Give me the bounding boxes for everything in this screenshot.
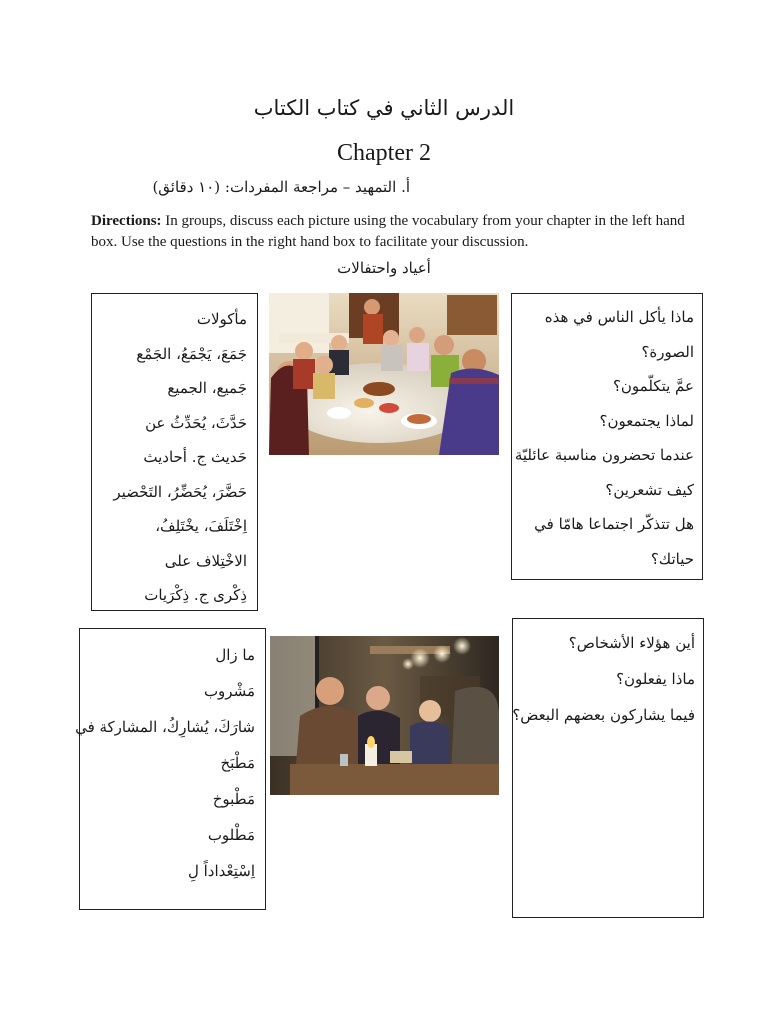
question-item: حياتك؟ — [650, 549, 694, 568]
chapter-heading: Chapter 2 — [337, 140, 431, 166]
vocab-item: حَضَّرَ، يُحَضِّرُ، التَحْضير — [113, 482, 247, 501]
question-item: كيف تشعرين؟ — [605, 480, 694, 499]
question-item: لماذا يجتمعون؟ — [599, 411, 694, 430]
question-item: عندما تحضرون مناسبة عائليّة — [514, 446, 694, 464]
question-item: عمَّ يتكلّمون؟ — [612, 377, 694, 395]
vocab-item: مَطْلوب — [207, 826, 255, 844]
vocab-item: مَطْبوخ — [212, 790, 255, 808]
friends-restaurant-photo — [270, 636, 499, 795]
directions-text: In groups, discuss each picture using the vocabulary from your chapter in the left hand box. Use the questions in the right hand box to facilitate your discussion. — [91, 213, 685, 250]
directions-label: Directions: — [91, 213, 162, 229]
questions-box-2 — [512, 618, 704, 918]
vocab-item: جَميع، الجميع — [167, 379, 247, 397]
vocab-item: الاخْتِلاف على — [164, 551, 247, 570]
question-item: فيما يشاركون بعضهم البعض؟ — [512, 706, 695, 724]
section-heading: أ. التمهيد – مراجعة المفردات: (١٠ دقائق) — [152, 178, 410, 196]
vocabulary-box-1 — [91, 293, 258, 611]
vocab-item: مَشْروب — [203, 682, 255, 700]
question-item: أين هؤلاء الأشخاص؟ — [568, 634, 695, 652]
vocab-item: اِسْتِعْداداً لِ — [187, 862, 255, 880]
vocab-item: ما زال — [215, 646, 255, 664]
vocab-item: حَدَّثَ، يُحَدِّثُ عن — [145, 413, 247, 432]
directions-paragraph — [91, 211, 691, 253]
vocab-item: ذِكْرى ج. ذِكْرَيات — [144, 586, 247, 604]
question-item: هل تتذكّر اجتماعا هامّا في — [534, 515, 694, 533]
vocab-item: حَديث ج. أحاديث — [143, 448, 247, 466]
family-dinner-photo — [269, 293, 499, 455]
questions-box-1 — [511, 293, 703, 580]
question-item: الصورة؟ — [641, 342, 694, 361]
vocab-item: مأكولات — [196, 310, 247, 328]
lesson-title: الدرس الثاني في كتاب الكتاب — [253, 96, 515, 120]
topic-heading: أعياد واحتفالات — [337, 259, 431, 277]
vocab-item: جَمَعَ، يَجْمَعُ، الجَمْع — [136, 344, 247, 363]
vocab-item: مَطْبَخ — [220, 754, 255, 772]
question-item: ماذا يأكل الناس في هذه — [544, 308, 694, 326]
vocab-item: شارَكَ، يُشارِكُ، المشاركة في — [75, 718, 255, 736]
vocab-item: اِخْتَلَفَ، يخْتَلِفُ، — [155, 517, 247, 535]
question-item: ماذا يفعلون؟ — [616, 670, 695, 688]
vocabulary-box-2 — [75, 628, 266, 910]
